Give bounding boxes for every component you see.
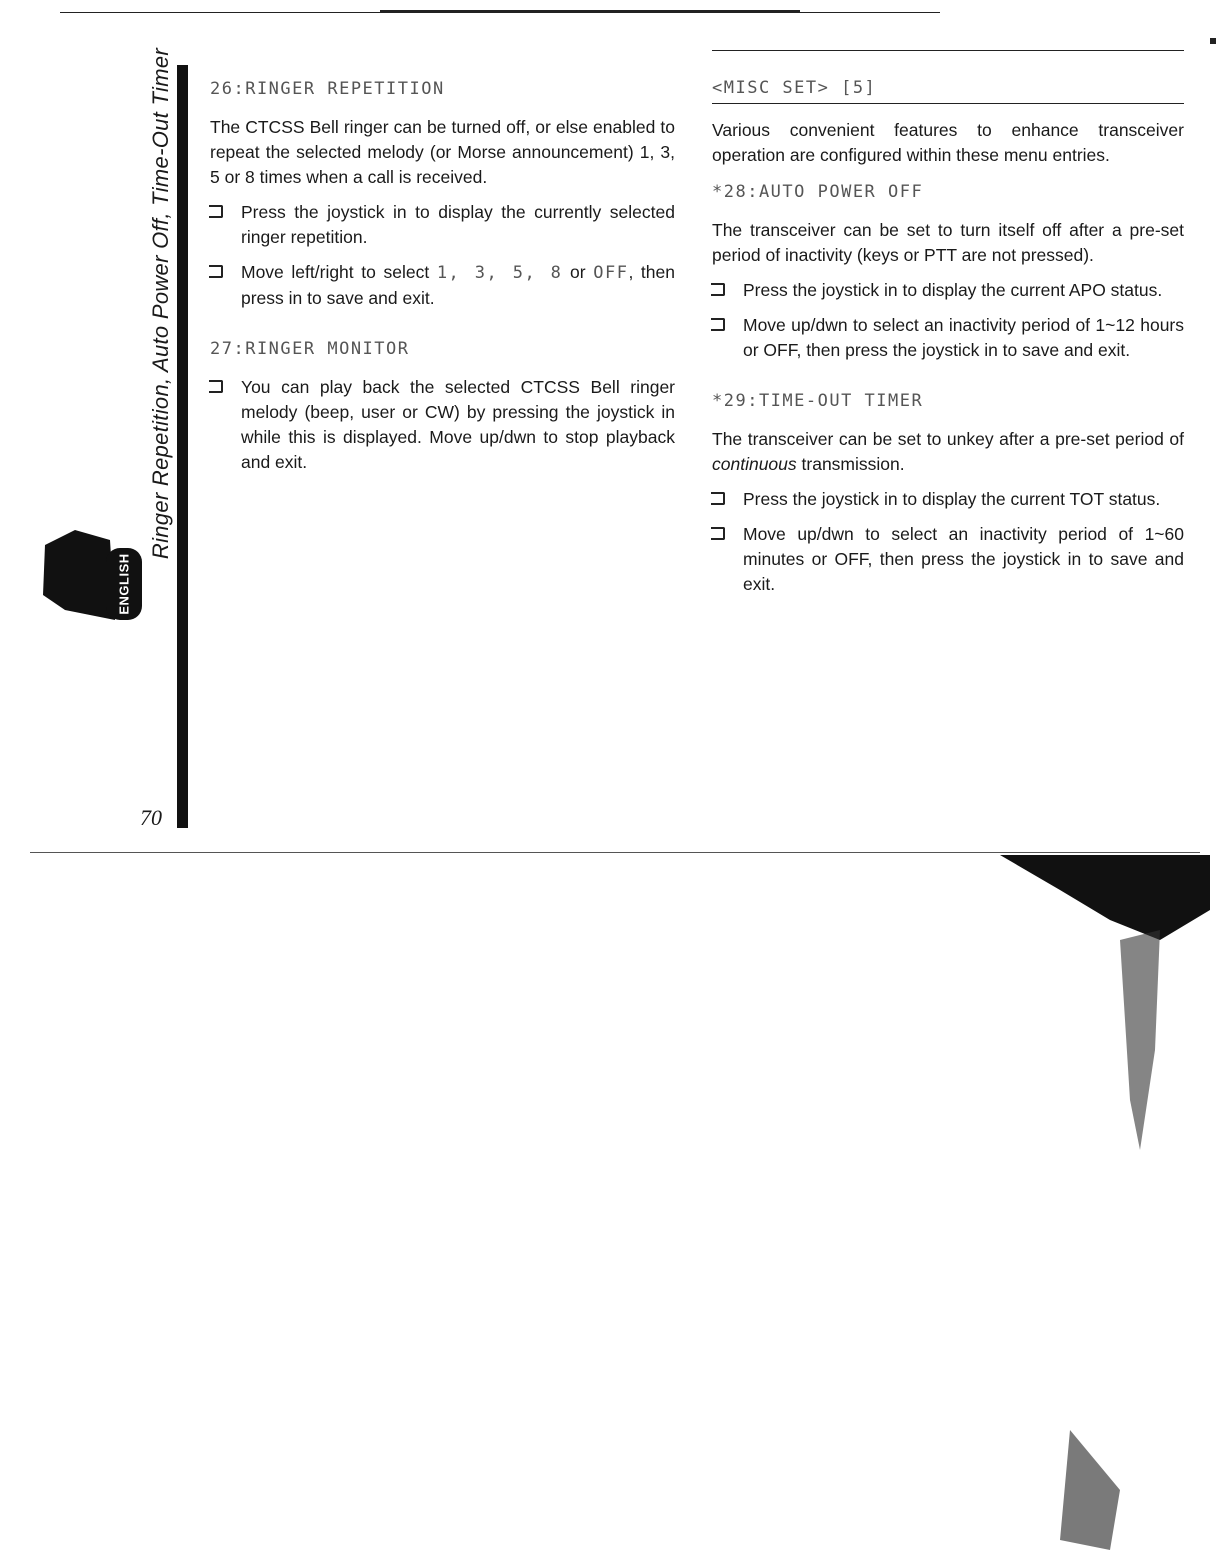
misc-set-intro: Various convenient features to enhance transceiver operation are configured within these menu entries.	[712, 120, 1184, 165]
running-title: Ringer Repetition, Auto Power Off, Time-Out Timer	[148, 48, 173, 560]
right-column	[712, 50, 1184, 607]
page-number: 70	[140, 805, 162, 830]
checkbox-bullet-icon	[714, 492, 725, 505]
scan-shadow-artifact	[960, 850, 1222, 1568]
menu-26-step-2: Move left/right to select 1, 3, 5, 8 or OFF, then press in to save and exit.	[210, 260, 675, 311]
scan-mark	[1210, 38, 1216, 44]
menu-27-heading: 27:RINGER MONITOR	[210, 339, 410, 359]
menu-29-heading: *29:TIME-OUT TIMER	[712, 391, 924, 411]
language-tab-label: ENGLISH	[116, 553, 132, 615]
checkbox-bullet-icon	[714, 318, 725, 331]
menu-28-step-2: Move up/dwn to select an inactivity period of 1~12 hours or OFF, then press the joystick in to save and exit.	[712, 313, 1184, 363]
menu-29-intro: The transceiver can be set to unkey after a pre-set period of continuous transmission.	[712, 429, 1184, 474]
menu-26-intro: The CTCSS Bell ringer can be turned off, or else enabled to repeat the selected melody (or Morse announcement) 1, 3, 5 or 8 times when a call is received.	[210, 117, 675, 187]
emphasis-continuous: continuous	[712, 454, 797, 474]
checkbox-bullet-icon	[212, 265, 223, 278]
scan-edge-top-dark	[380, 10, 800, 13]
menu-28-intro: The transceiver can be set to turn itself off after a pre-set period of inactivity (keys or PTT are not pressed).	[712, 220, 1184, 265]
menu-27-step-1: You can play back the selected CTCSS Bell ringer melody (beep, user or CW) by pressing the joystick in while this is displayed. Move up/dwn to stop playback and exit.	[210, 375, 675, 475]
misc-set-heading: <MISC SET> [5]	[712, 78, 877, 98]
menu-28-heading: *28:AUTO POWER OFF	[712, 182, 924, 202]
menu-26-heading: 26:RINGER REPETITION	[210, 79, 445, 99]
checkbox-bullet-icon	[212, 205, 223, 218]
menu-29-step-1: Press the joystick in to display the current TOT status.	[712, 487, 1184, 512]
margin-bar	[177, 65, 188, 828]
section-rule	[712, 50, 1184, 51]
misc-set-header	[712, 75, 1184, 104]
checkbox-bullet-icon	[212, 380, 223, 393]
language-tab	[106, 548, 142, 620]
left-column	[210, 75, 675, 485]
menu-28-step-1: Press the joystick in to display the current APO status.	[712, 278, 1184, 303]
repetition-options: 1, 3, 5, 8	[436, 263, 563, 283]
menu-26-step-1: Press the joystick in to display the currently selected ringer repetition.	[210, 200, 675, 250]
checkbox-bullet-icon	[714, 283, 725, 296]
menu-29-step-2: Move up/dwn to select an inactivity period of 1~60 minutes or OFF, then press the joystick in to save and exit.	[712, 522, 1184, 597]
off-option: OFF	[593, 263, 629, 283]
checkbox-bullet-icon	[714, 527, 725, 540]
